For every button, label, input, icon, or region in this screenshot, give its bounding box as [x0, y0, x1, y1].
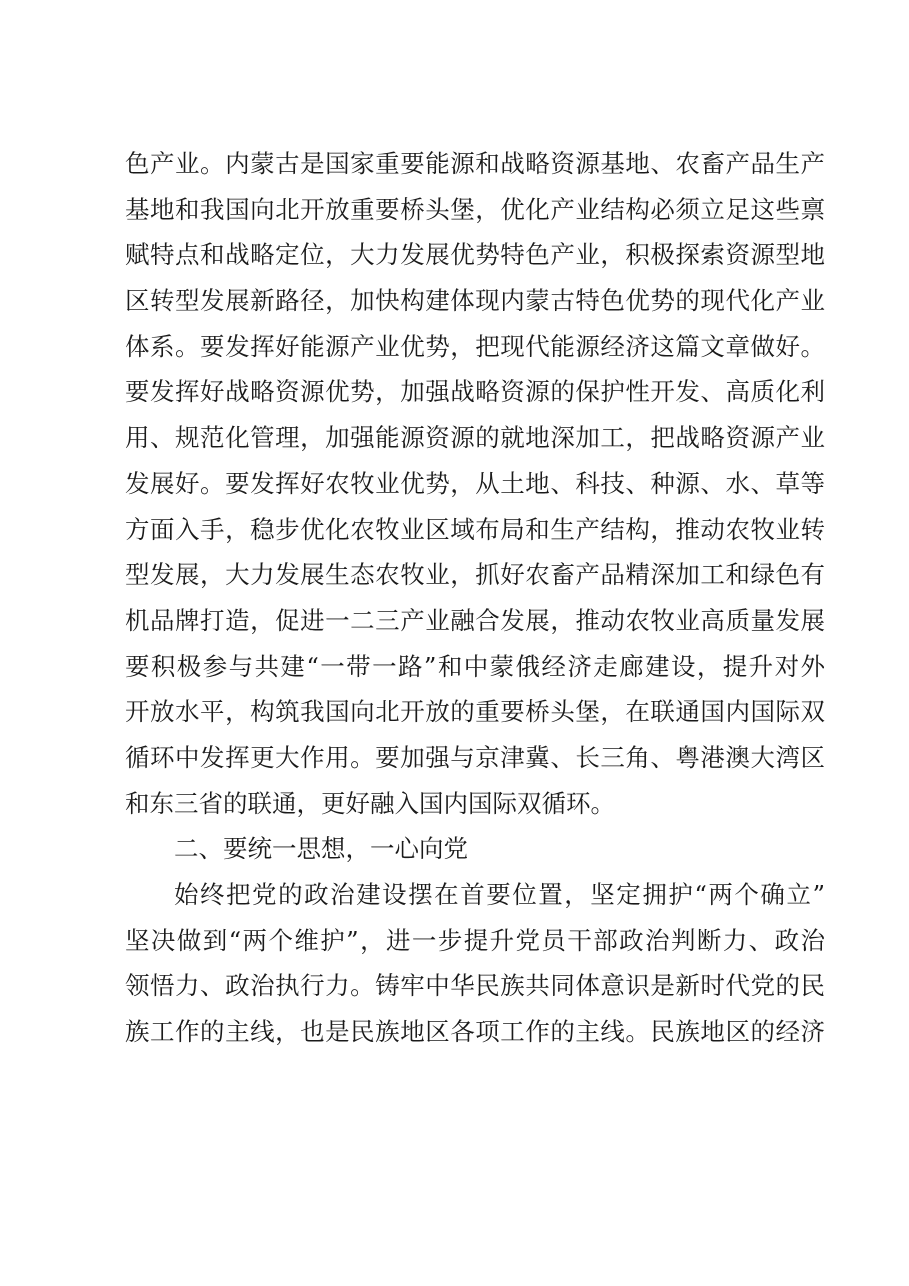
paragraph-line: 色产业。内蒙古是国家重要能源和战略资源基地、农畜产品生产 — [125, 149, 825, 178]
paragraph-2 — [125, 872, 825, 1055]
paragraph-line: 循环中发挥更大作用。要加强与京津冀、长三角、粤港澳大湾区 — [125, 742, 825, 772]
paragraph-line: 要发挥好战略资源优势，加强战略资源的保护性开发、高质化利 — [125, 377, 825, 407]
paragraph-line: 型发展，大力发展生态农牧业，抓好农畜产品精深加工和绿色有 — [125, 560, 825, 590]
paragraph-1 — [125, 141, 825, 826]
paragraph-line: 用、规范化管理，加强能源资源的就地深加工，把战略资源产业 — [125, 423, 825, 453]
paragraph-line: 开放水平，构筑我国向北开放的重要桥头堡，在联通国内国际双 — [125, 697, 825, 727]
paragraph-line: 族工作的主线，也是民族地区各项工作的主线。民族地区的经济 — [125, 1017, 825, 1047]
paragraph-line: 机品牌打造，促进一二三产业融合发展，推动农牧业高质量发展 — [125, 605, 825, 635]
paragraph-line: 体系。要发挥好能源产业优势，把现代能源经济这篇文章做好。 — [125, 331, 825, 361]
paragraph-line: 和东三省的联通，更好融入国内国际双循环。 — [125, 788, 615, 818]
paragraph-line: 领悟力、政治执行力。铸牢中华民族共同体意识是新时代党的民 — [125, 971, 825, 1001]
paragraph-line: 坚决做到“两个维护”，进一步提升党员干部政治判断力、政治 — [125, 925, 825, 955]
paragraph-line: 区转型发展新路径，加快构建体现内蒙古特色优势的现代化产业 — [125, 286, 825, 316]
document-body — [125, 141, 825, 1055]
paragraph-line: 赋特点和战略定位，大力发展优势特色产业，积极探索资源型地 — [125, 240, 825, 270]
paragraph-line: 始终把党的政治建设摆在首要位置，坚定拥护“两个确立” — [174, 880, 825, 909]
paragraph-line: 基地和我国向北开放重要桥头堡，优化产业结构必须立足这些禀 — [125, 194, 825, 224]
paragraph-line: 方面入手，稳步优化农牧业区域布局和生产结构，推动农牧业转 — [125, 514, 825, 544]
paragraph-line: 要积极参与共建“一带一路”和中蒙俄经济走廊建设，提升对外 — [125, 651, 825, 681]
paragraph-line: 发展好。要发挥好农牧业优势，从土地、科技、种源、水、草等 — [125, 468, 825, 498]
section-heading: 二、要统一思想，一心向党 — [174, 834, 468, 864]
